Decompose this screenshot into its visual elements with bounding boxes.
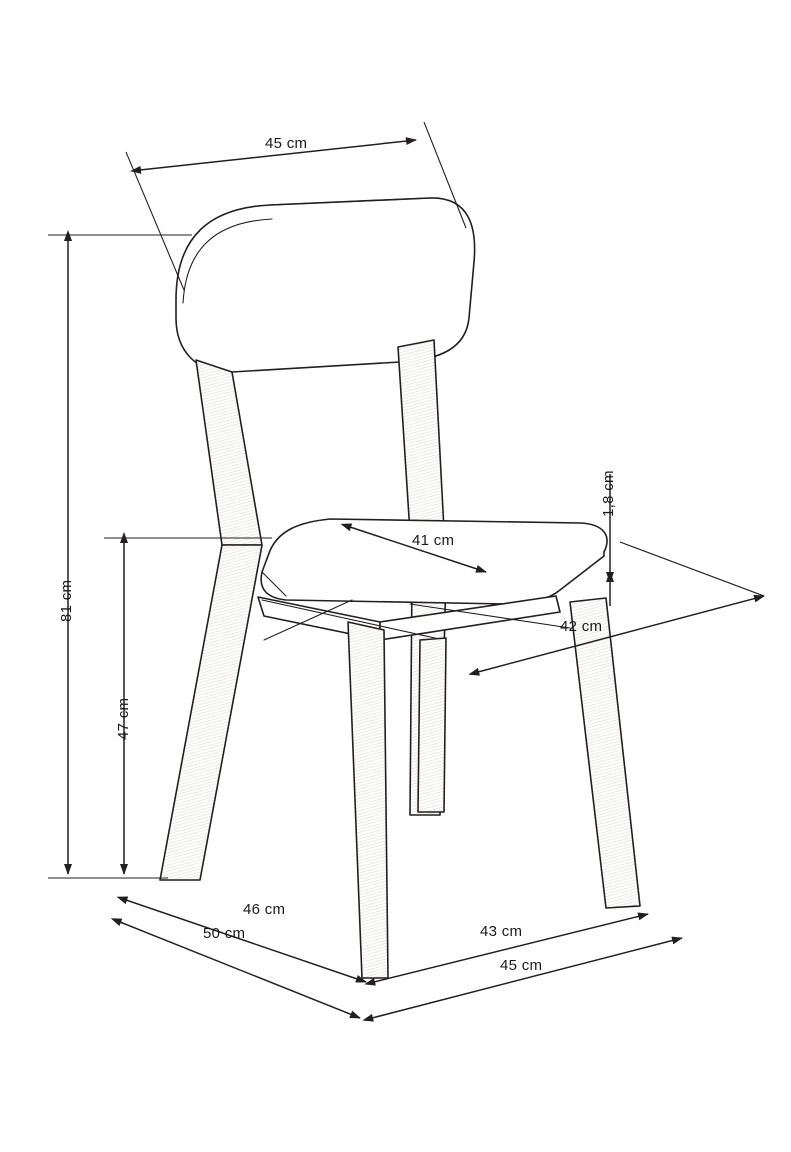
dimension-label-total-height: 81 cm <box>58 579 75 622</box>
extline-backrest-left <box>126 152 184 290</box>
center-rear-leg <box>418 638 446 812</box>
dimension-label-seat-height: 47 cm <box>115 697 132 740</box>
dimension-label-backrest-width: 45 cm <box>265 135 308 152</box>
back-right-stile <box>398 340 444 533</box>
back-left-leg-lower <box>160 545 262 880</box>
front-left-leg <box>348 622 388 978</box>
dimension-label-seat-depth: 41 cm <box>412 532 455 549</box>
chair-illustration <box>160 198 640 978</box>
dimension-label-base-depth-50: 50 cm <box>203 925 246 942</box>
back-left-stile <box>196 360 262 545</box>
dimension-label-base-width-43: 43 cm <box>480 923 523 940</box>
dimension-label-base-width-45: 45 cm <box>500 957 543 974</box>
dimension-label-seat-width: 42 cm <box>560 618 603 635</box>
dimline-base-45 <box>372 938 682 1018</box>
extline-seat-width-right <box>620 542 764 596</box>
dimension-label-seat-thickness: 1,8 cm <box>600 470 617 517</box>
dimension-label-base-depth-46: 46 cm <box>243 901 286 918</box>
